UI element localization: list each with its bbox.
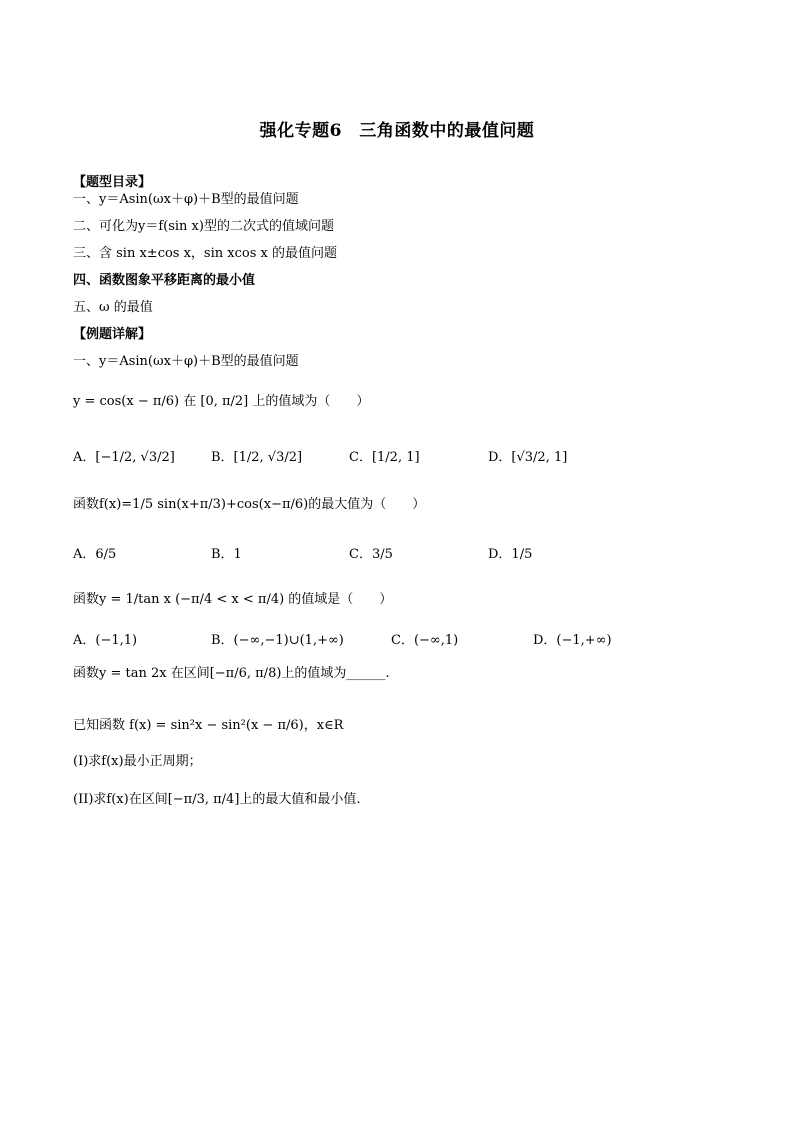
question-5-part-2: (II)求f(x)在区间[−π/3, π/4]上的最大值和最小值. [73,792,361,807]
toc-item-3: 三、含 sin x±cos x，sin xcos x 的最值问题 [73,246,337,261]
q1-option-b: B．[1/2, √3/2] [211,450,303,465]
q1-option-c: C．[1/2, 1] [349,450,420,465]
question-1: y = cos(x − π/6) 在 [0, π/2] 上的值域为（ ） [73,394,370,409]
q2-option-b: B．1 [211,547,242,562]
q3-option-c: C．(−∞,1) [391,633,459,648]
section-1-title: 一、y＝Asin(ωx＋φ)＋B型的最值问题 [73,354,299,369]
page-title: 强化专题6 三角函数中的最值问题 [259,121,535,141]
toc-item-5: 五、ω 的最值 [73,300,153,315]
examples-header: 【例题详解】 [73,327,152,342]
q3-option-b: B．(−∞,−1)∪(1,+∞) [211,633,344,648]
toc-header: 【题型目录】 [73,175,152,190]
q3-option-a: A．(−1,1) [73,633,138,648]
q2-option-c: C．3/5 [349,547,393,562]
q2-option-d: D．1/5 [488,547,533,562]
question-2: 函数f(x)=1/5 sin(x+π/3)+cos(x−π/6)的最大值为（ ） [73,497,426,512]
question-5-part-1: (I)求f(x)最小正周期； [73,754,202,769]
toc-item-4: 四、函数图象平移距离的最小值 [73,273,256,288]
toc-item-2: 二、可化为y＝f(sin x)型的二次式的值域问题 [73,219,334,234]
q2-option-a: A．6/5 [73,547,117,562]
question-3: 函数y = 1/tan x (−π/4 < x < π/4) 的值域是（ ） [73,592,393,607]
q1-option-a: A．[−1/2, √3/2] [73,450,175,465]
question-4: 函数y = tan 2x 在区间[−π/6, π/8)上的值域为______. [73,666,390,681]
q1-option-d: D．[√3/2, 1] [488,450,568,465]
q3-option-d: D．(−1,+∞) [533,633,612,648]
question-5: 已知函数 f(x) = sin²x − sin²(x − π/6)，x∈R [73,718,344,733]
toc-item-1: 一、y＝Asin(ωx＋φ)＋B型的最值问题 [73,192,299,207]
